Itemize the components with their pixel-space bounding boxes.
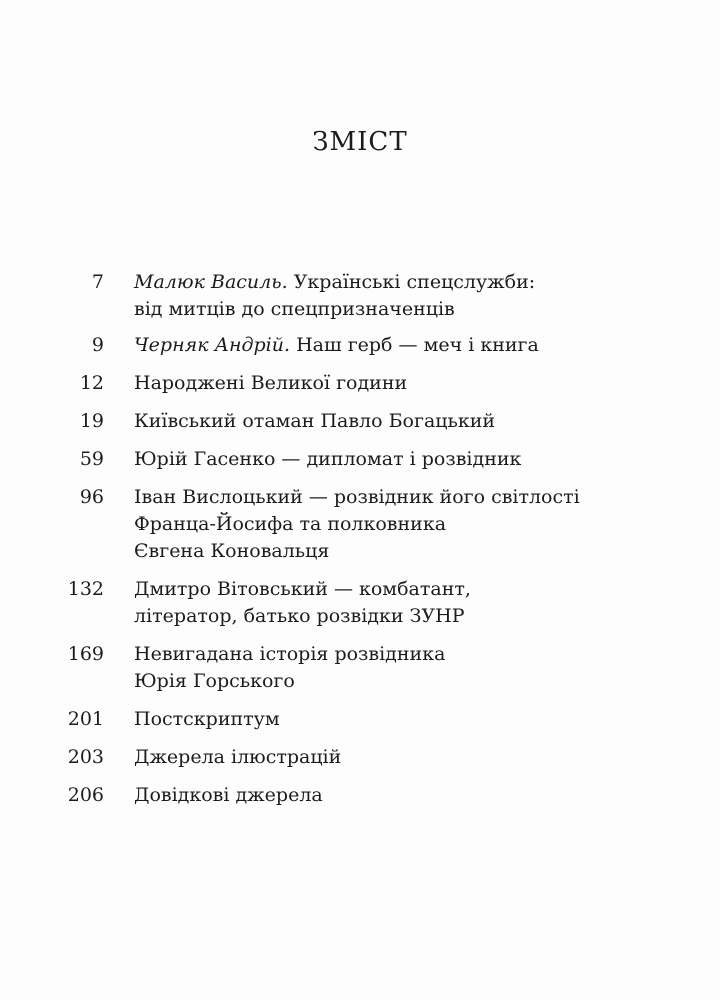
- toc-author: Черняк Андрій.: [134, 334, 291, 356]
- toc-line: Дмитро Вітовський — комбатант,: [134, 578, 471, 600]
- page-title: ЗМІСТ: [312, 127, 408, 158]
- toc-line: Юрій Гасенко — дипломат і розвідник: [134, 448, 522, 470]
- toc-line: Євгена Коновальця: [134, 540, 330, 562]
- toc-line: Постскриптум: [134, 708, 280, 730]
- toc-page-number: 132: [67, 578, 104, 600]
- toc-entry: [60, 332, 660, 359]
- toc-line: Київський отаман Павло Богацький: [134, 410, 496, 432]
- toc-entry: [60, 408, 660, 435]
- toc-entry: [60, 370, 660, 397]
- toc-line: літератор, батько розвідки ЗУНР: [134, 605, 465, 627]
- toc-entry: [60, 641, 660, 695]
- toc-entry: [60, 782, 660, 809]
- toc-title: [134, 332, 660, 359]
- toc-author: Малюк Василь.: [134, 271, 288, 293]
- toc-page-number: 169: [67, 643, 104, 665]
- toc-line: Довідкові джерела: [134, 784, 323, 806]
- toc-title: [134, 782, 660, 809]
- toc-entry: [60, 484, 660, 565]
- toc-line: Юрія Горського: [134, 670, 295, 692]
- toc-entry: [60, 744, 660, 771]
- toc-title: [134, 446, 660, 473]
- toc-title: [134, 744, 660, 771]
- table-of-contents: [60, 269, 660, 809]
- toc-page-number: 96: [79, 486, 104, 508]
- toc-entry: [60, 446, 660, 473]
- toc-page-number: 59: [79, 448, 104, 470]
- toc-title: [134, 576, 660, 630]
- toc-title-text: Наш герб — меч і книга: [296, 334, 539, 356]
- toc-entry: [60, 706, 660, 733]
- toc-line: Невигадана історія розвідника: [134, 643, 446, 665]
- toc-page-number: 19: [79, 410, 104, 432]
- toc-line: Іван Вислоцький — розвідник його світлості: [134, 486, 580, 508]
- toc-title: [134, 484, 660, 565]
- toc-page-number: 7: [91, 271, 104, 293]
- toc-title: [134, 641, 660, 695]
- toc-page-number: 9: [91, 334, 104, 356]
- toc-page-number: 12: [79, 372, 104, 394]
- toc-line: від митців до спецпризначенців: [134, 298, 455, 320]
- toc-line: Франца-Йосифа та полковника: [134, 513, 447, 535]
- toc-page-number: 201: [67, 708, 104, 730]
- toc-line: Народжені Великої години: [134, 372, 408, 394]
- toc-title: [134, 370, 660, 397]
- toc-line: [134, 269, 660, 296]
- toc-page-number: 206: [67, 784, 104, 806]
- toc-line: [134, 332, 660, 359]
- toc-line: Джерела ілюстрацій: [134, 746, 342, 768]
- toc-title: [134, 408, 660, 435]
- toc-entry: [60, 269, 660, 323]
- toc-title: [134, 706, 660, 733]
- toc-title: [134, 269, 660, 323]
- toc-entry: [60, 576, 660, 630]
- toc-page-number: 203: [67, 746, 104, 768]
- toc-title-text: Українські спецслужби:: [293, 271, 536, 293]
